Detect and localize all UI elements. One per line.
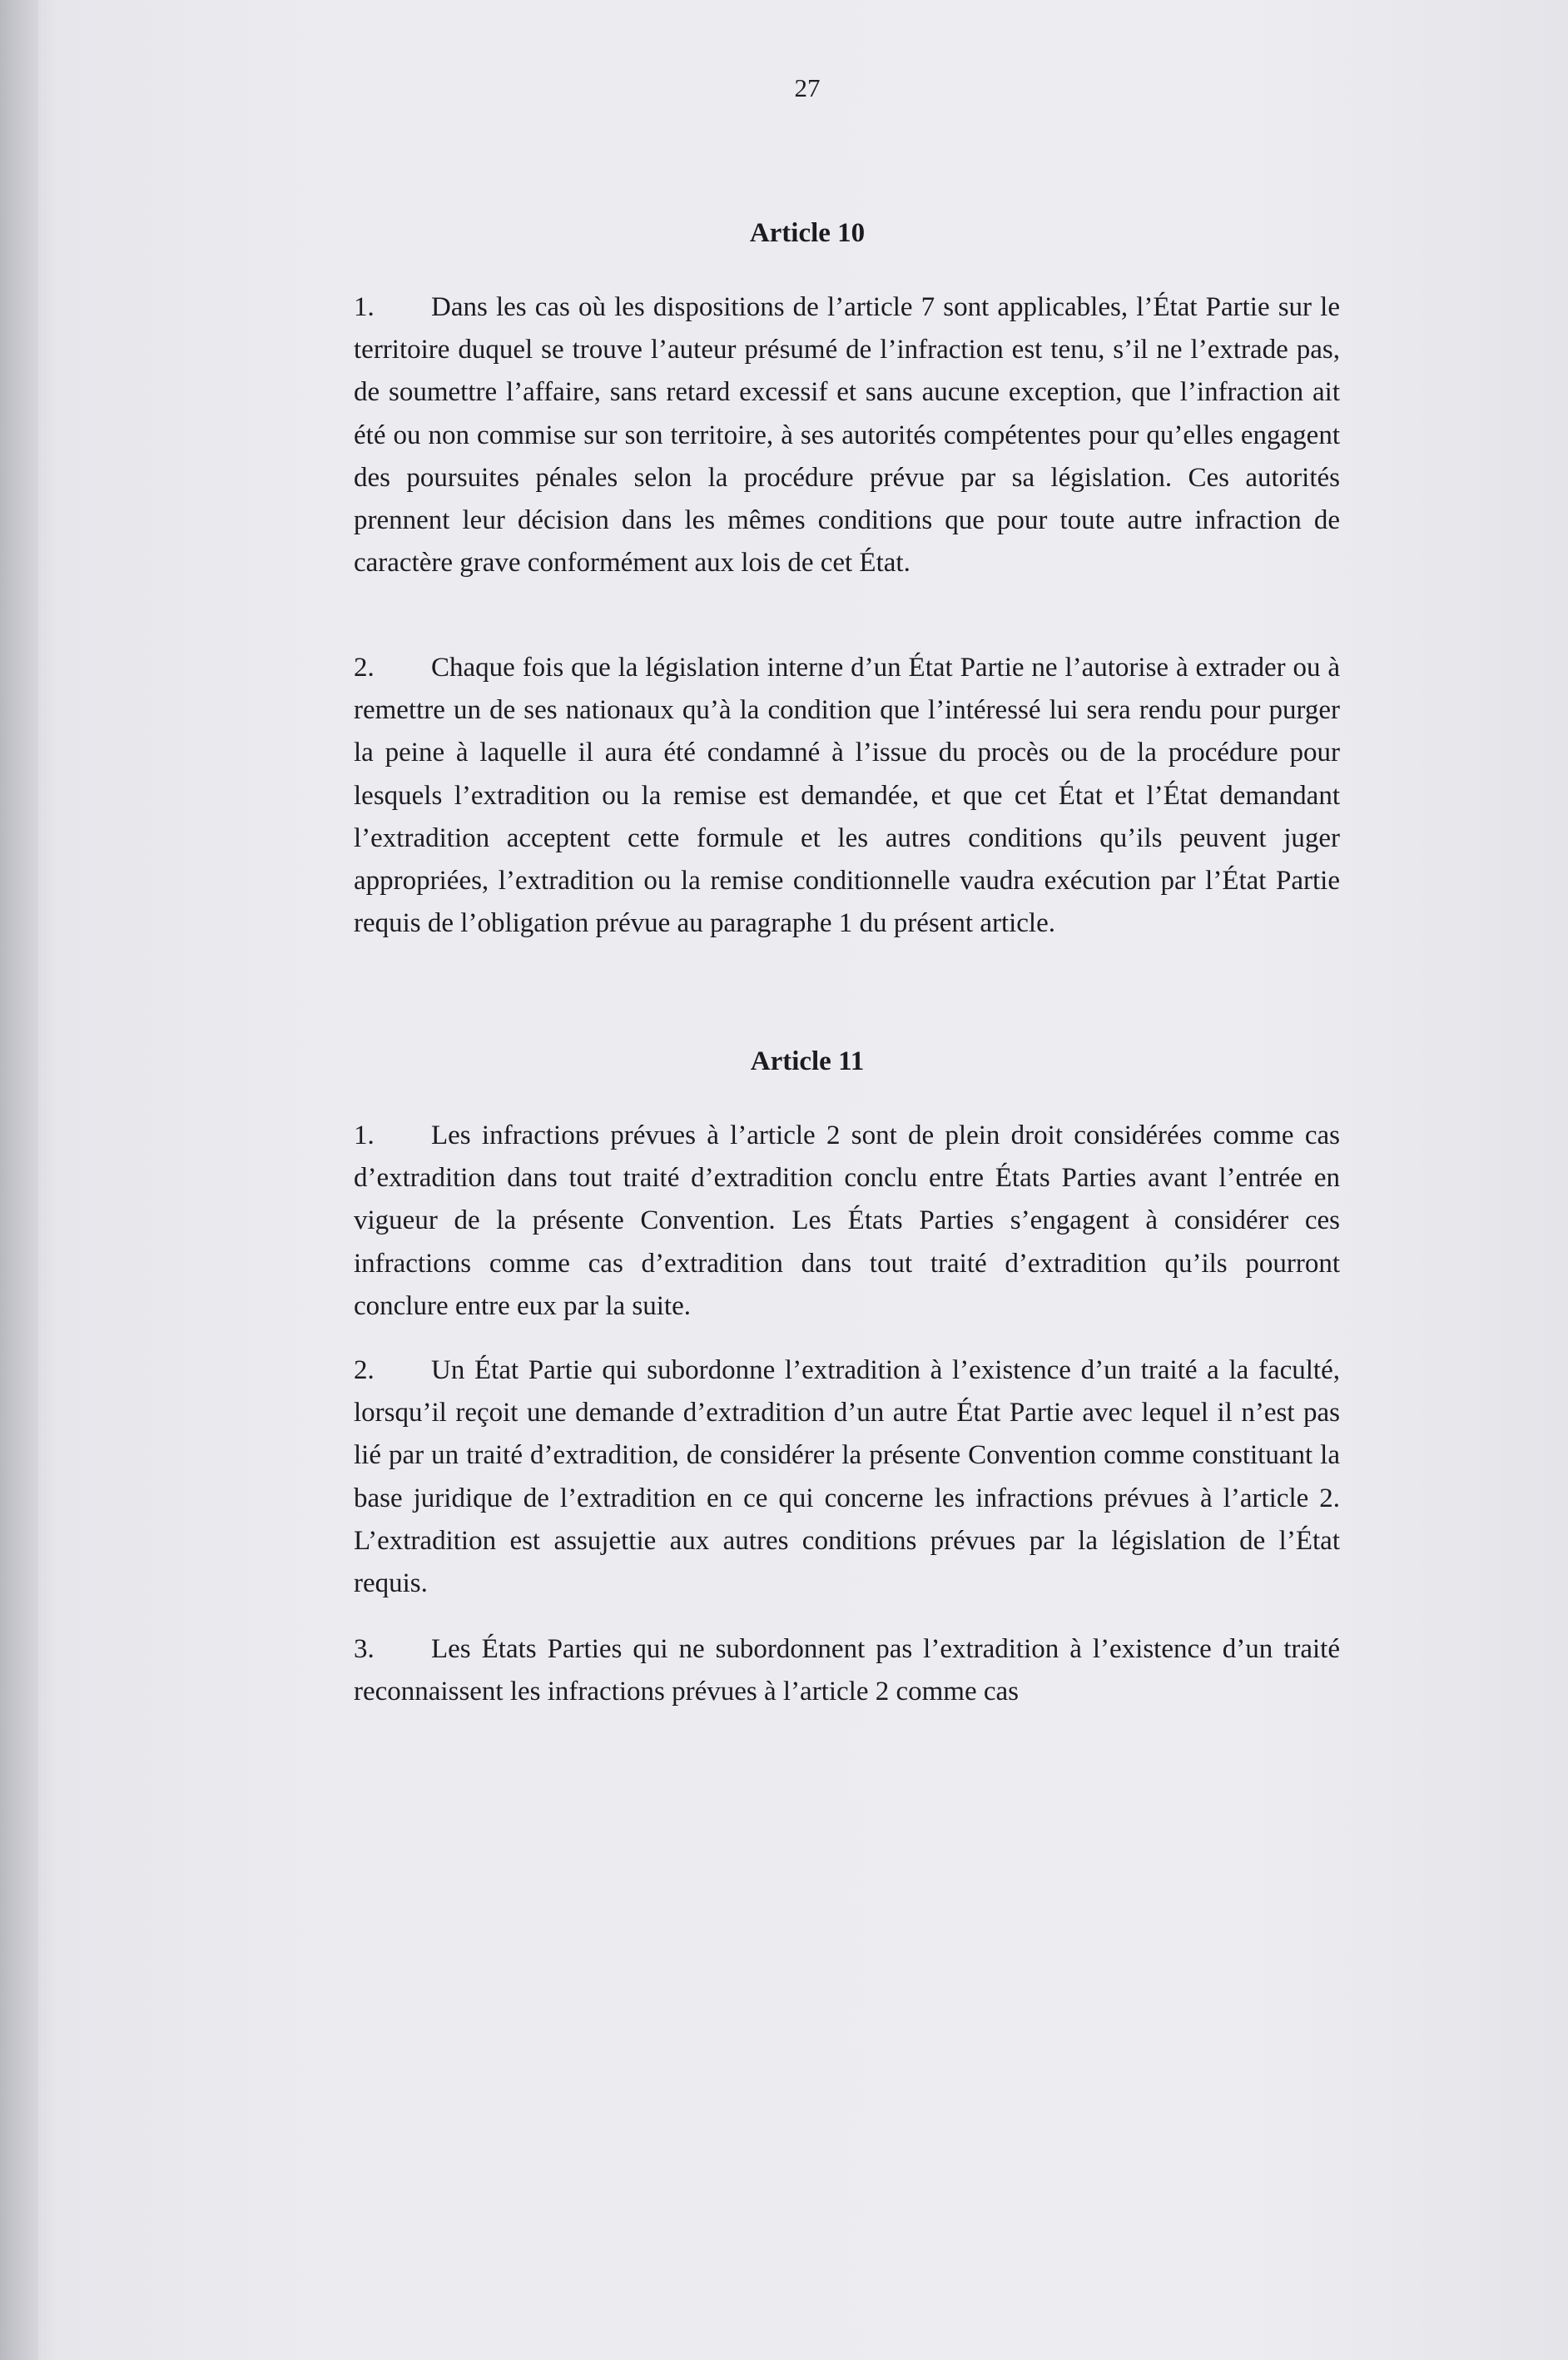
paragraph-number: 1.	[354, 292, 375, 322]
paragraph-text: Dans les cas où les dispositions de l’article 7 sont applicables, l’État Partie sur le territoire duquel se trouve l’auteur présumé de l’infraction est tenu, s’il ne l’extrade pas, de soumettre l’affaire, sans retard excessif et sans aucune exception, que l’infraction ait été ou non commise sur son territoire, à ses autorités compétentes pour qu’elles engagent des poursuites pénales selon la procédure prévue par sa législation. Ces autorités prennent leur décision dans les mêmes conditions que pour toute autre infraction de caractère grave conformément aux lois de cet État.	[354, 292, 1340, 579]
paragraph-text: Un État Partie qui subordonne l’extradition à l’existence d’un traité a la faculté, lorsqu’il reçoit une demande d’extradition d’un autre État Partie avec lequel il n’est pas lié par un traité d’extradition, de considérer la présente Convention comme constituant la base juridique de l’extradition en ce qui concerne les infractions prévues à l’article 2. L’extradition est assujettie aux autres conditions prévues par la législation de l’État requis.	[354, 1355, 1340, 1599]
article-10-paragraph-2	[354, 647, 1340, 945]
paragraph-number: 2.	[354, 653, 375, 683]
article-11-heading: Article 11	[750, 1046, 865, 1076]
paragraph-number: 2.	[354, 1355, 375, 1385]
binding-edge	[0, 0, 38, 2360]
article-11-paragraph-3	[354, 1628, 1340, 1713]
paragraph-text: Les infractions prévues à l’article 2 sont de plein droit considérées comme cas d’extradition dans tout traité d’extradition conclu entre États Parties avant l’entrée en vigueur de la présente Convention. Les États Parties s’engagent à considérer ces infractions comme cas d’extradition dans tout traité d’extradition qu’ils pourront conclure entre eux par la suite.	[354, 1120, 1340, 1321]
page-number: 27	[794, 73, 821, 102]
paragraph-text: Chaque fois que la législation interne d’un État Partie ne l’autorise à extrader ou à remettre un de ses nationaux qu’à la condition que l’intéressé lui sera rendu pour purger la peine à laquelle il aura été condamné à l’issue du procès ou de la procédure pour lesquels l’extradition ou la remise est demandée, et que cet État et l’État demandant l’extradition acceptent cette formule et les autres conditions qu’ils peuvent juger appropriées, l’extradition ou la remise conditionnelle vaudra exécution par l’État Partie requis de l’obligation prévue au paragraphe 1 du présent article.	[354, 653, 1340, 939]
article-11-paragraph-2	[354, 1349, 1340, 1605]
article-10-heading: Article 10	[749, 218, 866, 248]
paragraph-number: 1.	[354, 1120, 375, 1150]
article-11-paragraph-1	[354, 1115, 1340, 1328]
article-10-paragraph-1	[354, 286, 1340, 584]
paragraph-number: 3.	[354, 1634, 375, 1664]
paragraph-text: Les États Parties qui ne subordonnent pas l’extradition à l’existence d’un traité reconnaissent les infractions prévues à l’article 2 comme cas	[354, 1634, 1340, 1707]
